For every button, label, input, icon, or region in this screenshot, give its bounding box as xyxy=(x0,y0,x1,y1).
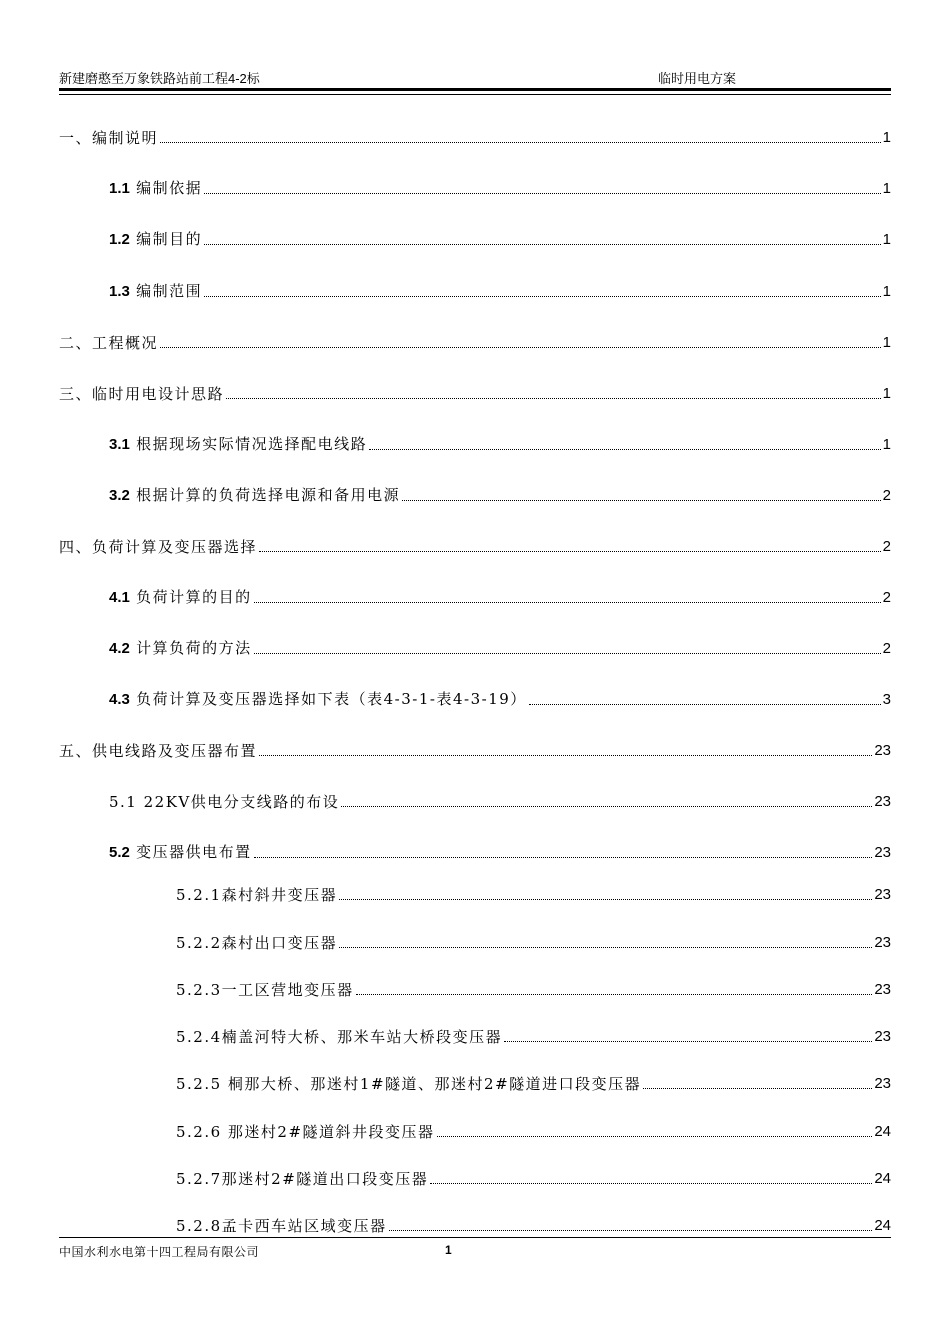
toc-entry-level1[interactable] xyxy=(59,533,891,557)
toc-entry-label: 5.2.4楠盖河特大桥、那米车站大桥段变压器 xyxy=(176,1028,503,1046)
toc-entry-label: 5.2.5 桐那大桥、那迷村1#隧道、那迷村2#隧道进口段变压器 xyxy=(176,1075,642,1093)
toc-entry-label: 编制依据 xyxy=(136,179,203,197)
toc-entry-level3[interactable] xyxy=(176,1118,891,1142)
toc-entry-number: 1.2 xyxy=(109,231,130,248)
toc-entry-number: 3.2 xyxy=(109,487,130,504)
header-project-title: 新建磨憨至万象铁路站前工程4-2标 xyxy=(59,71,260,86)
toc-entry-page: 1 xyxy=(882,129,891,146)
toc-entry-level3[interactable] xyxy=(176,1023,891,1047)
toc-entry-page: 1 xyxy=(882,283,891,300)
toc-leader-dots xyxy=(226,398,881,399)
toc-entry-number: 5.1 xyxy=(109,793,138,811)
toc-entry-level3[interactable] xyxy=(176,881,891,905)
toc-entry-page: 23 xyxy=(874,1028,891,1045)
toc-entry-page: 23 xyxy=(874,793,891,810)
toc-entry-page: 24 xyxy=(874,1123,891,1140)
toc-entry-label: 根据计算的负荷选择电源和备用电源 xyxy=(136,486,401,504)
toc-entry-label: 计算负荷的方法 xyxy=(136,639,252,657)
toc-entry-label: 22KV供电分支线路的布设 xyxy=(143,793,340,811)
toc-leader-dots xyxy=(339,899,872,900)
toc-entry-page: 2 xyxy=(882,538,891,555)
footer-company-name: 中国水利水电第十四工程局有限公司 xyxy=(59,1245,260,1259)
toc-leader-dots xyxy=(204,296,881,297)
toc-entry-level2[interactable] xyxy=(109,175,891,199)
toc-entry-level3[interactable] xyxy=(176,1165,891,1189)
toc-entry-label: 负荷计算及变压器选择如下表（表4-3-1-表4-3-19） xyxy=(136,690,527,708)
toc-entry-number: 5.2 xyxy=(109,844,130,861)
toc-leader-dots xyxy=(254,857,873,858)
toc-entry-level2[interactable] xyxy=(109,431,891,455)
toc-entry-level2[interactable] xyxy=(109,686,891,710)
toc-leader-dots xyxy=(369,449,881,450)
toc-leader-dots xyxy=(389,1230,873,1231)
toc-entry-level2[interactable] xyxy=(109,226,891,250)
toc-entry-label: 编制范围 xyxy=(136,282,203,300)
toc-entry-page: 1 xyxy=(882,180,891,197)
toc-leader-dots xyxy=(341,806,872,807)
toc-entry-level3[interactable] xyxy=(176,1070,891,1094)
toc-entry-level3[interactable] xyxy=(176,1212,891,1236)
toc-entry-label: 5.2.8孟卡西车站区域变压器 xyxy=(176,1217,387,1235)
toc-entry-label: 5.2.6 那迷村2#隧道斜井段变压器 xyxy=(176,1123,435,1141)
toc-entry-label: 5.2.1森村斜井变压器 xyxy=(176,886,338,904)
toc-entry-page: 24 xyxy=(874,1170,891,1187)
footer-page-number: 1 xyxy=(445,1243,452,1257)
toc-entry-page: 2 xyxy=(882,589,891,606)
toc-entry-level1[interactable] xyxy=(59,380,891,404)
toc-entry-level2[interactable] xyxy=(109,584,891,608)
toc-entry-label: 五、供电线路及变压器布置 xyxy=(59,742,258,760)
toc-entry-page: 23 xyxy=(874,844,891,861)
toc-entry-page: 23 xyxy=(874,934,891,951)
toc-entry-level3[interactable] xyxy=(176,929,891,953)
toc-entry-page: 23 xyxy=(874,1075,891,1092)
toc-entry-number: 4.3 xyxy=(109,691,130,708)
toc-leader-dots xyxy=(504,1041,872,1042)
toc-entry-page: 1 xyxy=(882,436,891,453)
toc-entry-label: 5.2.3一工区营地变压器 xyxy=(176,981,354,999)
toc-entry-level1[interactable] xyxy=(59,737,891,761)
toc-entry-label: 变压器供电布置 xyxy=(136,843,252,861)
toc-entry-page: 1 xyxy=(882,231,891,248)
toc-entry-label: 四、负荷计算及变压器选择 xyxy=(59,538,258,556)
toc-entry-page: 2 xyxy=(882,487,891,504)
toc-entry-page: 23 xyxy=(874,981,891,998)
toc-entry-label: 二、工程概况 xyxy=(59,334,159,352)
toc-entry-level1[interactable] xyxy=(59,329,891,353)
toc-entry-label: 5.2.7那迷村2#隧道出口段变压器 xyxy=(176,1170,429,1188)
toc-entry-label: 一、编制说明 xyxy=(59,129,159,147)
header-document-title: 临时用电方案 xyxy=(658,71,737,86)
toc-entry-number: 4.2 xyxy=(109,640,130,657)
toc-entry-label: 5.2.2森村出口变压器 xyxy=(176,934,338,952)
toc-leader-dots xyxy=(259,551,881,552)
toc-entry-page: 3 xyxy=(882,691,891,708)
page-footer xyxy=(59,1237,891,1260)
toc-leader-dots xyxy=(204,193,881,194)
toc-entry-number: 1.3 xyxy=(109,283,130,300)
toc-leader-dots xyxy=(402,500,881,501)
toc-leader-dots xyxy=(160,142,881,143)
toc-entry-page: 23 xyxy=(874,886,891,903)
toc-leader-dots xyxy=(254,602,881,603)
toc-leader-dots xyxy=(437,1136,873,1137)
toc-entry-level2[interactable] xyxy=(109,635,891,659)
toc-leader-dots xyxy=(259,755,872,756)
toc-entry-page: 24 xyxy=(874,1217,891,1234)
toc-entry-level2[interactable] xyxy=(109,839,891,863)
toc-entry-label: 根据现场实际情况选择配电线路 xyxy=(136,435,368,453)
toc-entry-page: 2 xyxy=(882,640,891,657)
toc-entry-page: 1 xyxy=(882,385,891,402)
toc-entry-label: 三、临时用电设计思路 xyxy=(59,385,225,403)
toc-leader-dots xyxy=(529,704,881,705)
toc-entry-level2[interactable] xyxy=(109,482,891,506)
toc-entry-label: 负荷计算的目的 xyxy=(136,588,252,606)
toc-entry-number: 3.1 xyxy=(109,436,130,453)
toc-entry-level1[interactable] xyxy=(59,124,891,148)
toc-leader-dots xyxy=(204,244,881,245)
toc-entry-page: 23 xyxy=(874,742,891,759)
toc-entry-number: 4.1 xyxy=(109,589,130,606)
toc-entry-level2[interactable] xyxy=(109,278,891,302)
toc-leader-dots xyxy=(430,1183,872,1184)
toc-entry-number: 1.1 xyxy=(109,180,130,197)
toc-entry-level3[interactable] xyxy=(176,976,891,1000)
toc-leader-dots xyxy=(339,947,872,948)
toc-leader-dots xyxy=(356,994,873,995)
toc-leader-dots xyxy=(254,653,881,654)
toc-entry-page: 1 xyxy=(882,334,891,351)
toc-entry-label: 编制目的 xyxy=(136,230,203,248)
toc-entry-level2[interactable] xyxy=(109,788,891,812)
toc-leader-dots xyxy=(160,347,881,348)
toc-leader-dots xyxy=(643,1088,872,1089)
